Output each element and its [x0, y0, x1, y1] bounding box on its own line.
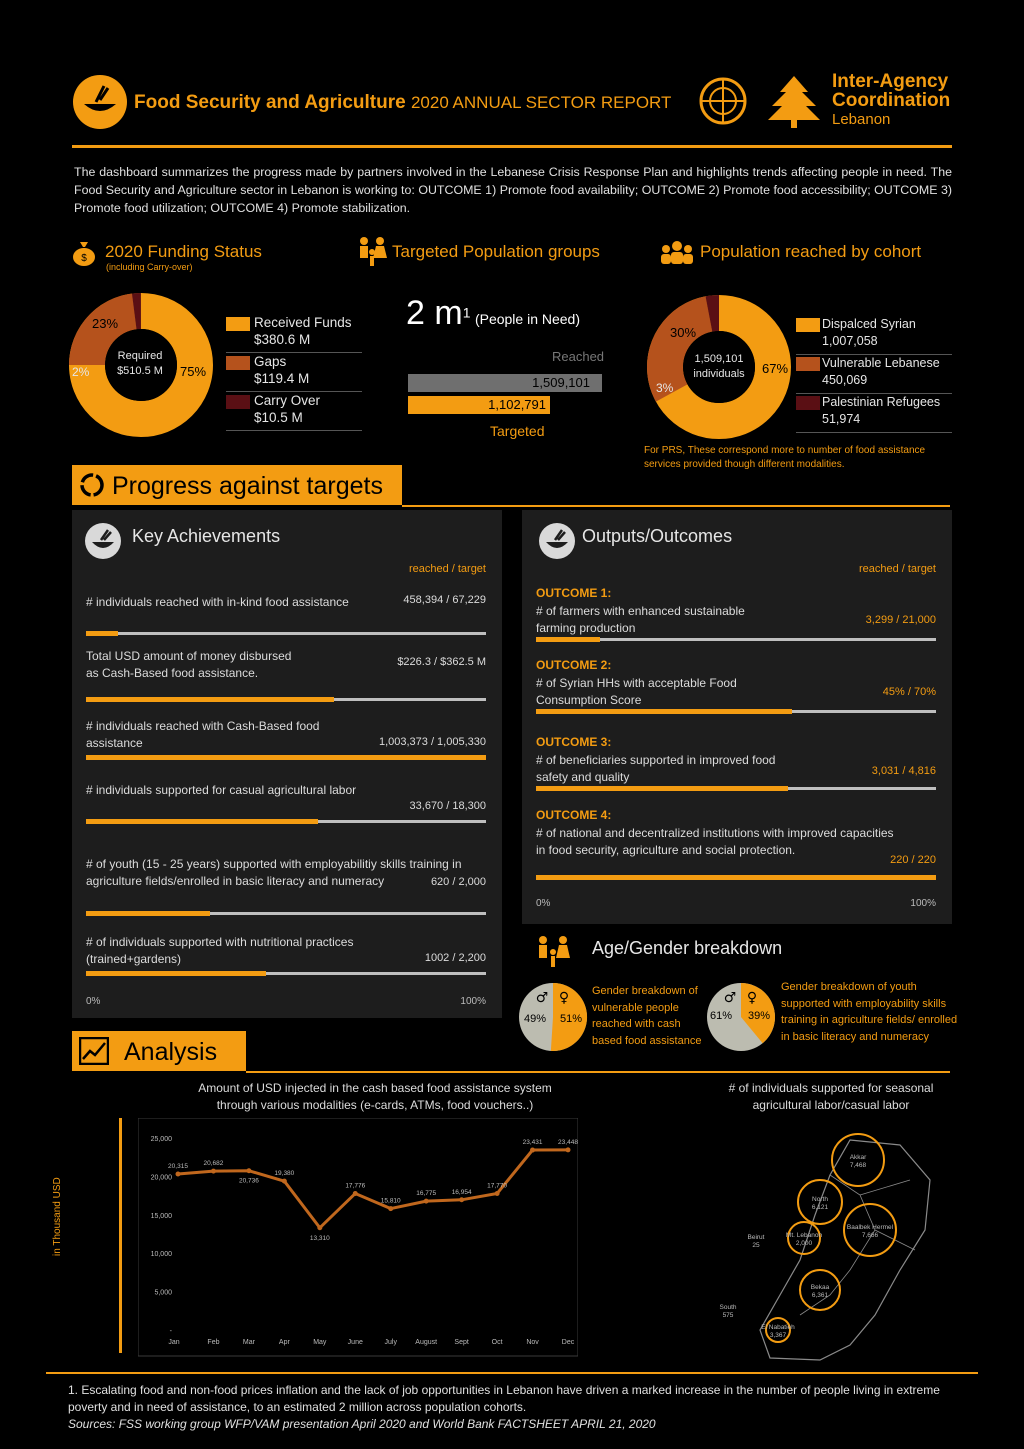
outcome-bar — [536, 876, 936, 879]
progress-rule — [402, 505, 950, 507]
region-name: El Nabatieh — [761, 1324, 795, 1331]
x-tick-label: Dec — [561, 1339, 575, 1346]
pct-palestinian: 3% — [656, 381, 674, 395]
achievement-bar-fill — [86, 755, 486, 760]
people-group-icon — [660, 240, 694, 271]
outcome-text: # of beneficiaries supported in improved food safety and quality — [536, 753, 776, 784]
funding-note: (including Carry-over) — [106, 262, 193, 272]
outcome-bar — [536, 787, 936, 790]
data-label: 20,315 — [168, 1162, 188, 1170]
data-label: 20,736 — [238, 1177, 259, 1185]
series-line — [178, 1150, 568, 1228]
data-point — [353, 1191, 358, 1196]
report-subtitle: 2020 ANNUAL SECTOR REPORT — [410, 93, 672, 112]
data-label: 17,770 — [487, 1182, 508, 1190]
achievement-bar-fill — [86, 819, 318, 824]
x-tick-label: Nov — [526, 1339, 539, 1346]
money-bag-icon — [72, 238, 96, 271]
gender-youth-text: Gender breakdown of youth supported with employability skills training in agriculture fields/ enrolled in basic literacy and numeracy — [781, 981, 958, 1043]
achievement-label: # individuals reached with in-kind food assistance — [86, 595, 349, 609]
achievement-bar — [86, 698, 486, 701]
outcome-bar-fill — [536, 709, 792, 714]
data-label: 16,954 — [451, 1188, 472, 1196]
region-name: Akkar — [849, 1154, 867, 1161]
legend-gaps: Gaps $119.4 M — [226, 353, 362, 392]
progress-title: Progress against targets — [112, 472, 383, 500]
female-icon: ♀ — [746, 990, 758, 1006]
data-label: 13,310 — [309, 1234, 330, 1242]
cohort-legend — [796, 316, 952, 433]
region-value: 7,666 — [861, 1232, 879, 1239]
gender-cash-text: Gender breakdown of vulnerable people reached with cash based food assistance — [592, 985, 702, 1047]
key-achievements-panel — [72, 510, 502, 1018]
un-emblem-icon — [692, 74, 754, 128]
sector-name: Food Security and Agriculture — [134, 92, 406, 113]
x-tick-label: Apr — [278, 1339, 290, 1346]
region-value: 7,468 — [849, 1162, 867, 1169]
svg-text:$: $ — [81, 253, 87, 264]
outcome-text: # of farmers with enhanced sustainable farming production — [536, 604, 745, 635]
outcome-text: # of Syrian HHs with acceptable Food Consumption Score — [536, 676, 737, 707]
x-tick-label: Jan — [168, 1339, 180, 1346]
achievement-value: 1002 / 2,200 — [424, 952, 486, 964]
achievement-label: # individuals supported for casual agricultural labor — [86, 783, 357, 797]
legend-lebanese: Vulnerable Lebanese 450,069 — [796, 355, 952, 394]
region-value: 2,000 — [795, 1240, 813, 1247]
y-tick-label: 10,000 — [150, 1251, 172, 1259]
key-axis-100: 100% — [460, 996, 486, 1007]
data-point — [530, 1148, 535, 1153]
male-icon: ♂ — [535, 990, 549, 1006]
pin-figure: 2 $m^1$ (People in Need) — [406, 294, 580, 332]
data-point — [317, 1225, 322, 1230]
legend-syrian: Dispalced Syrian 1,007,058 — [796, 316, 952, 355]
achievement-bar-fill — [86, 911, 210, 916]
region-value: 6,361 — [811, 1292, 829, 1299]
achievement-bar — [86, 632, 486, 635]
data-point — [495, 1191, 500, 1196]
outcome-value: 3,031 / 4,816 — [871, 765, 936, 777]
line-chart — [138, 1118, 578, 1358]
outcome-heading: OUTCOME 1: — [536, 586, 612, 600]
refresh-cycle-icon — [78, 471, 106, 499]
data-label: 19,380 — [274, 1170, 295, 1178]
legend-carry: Carry Over $10.5 M — [226, 392, 362, 431]
report-title — [134, 92, 671, 114]
data-point — [246, 1168, 251, 1173]
pct-carry: 2% — [72, 365, 90, 379]
data-label: 16,775 — [416, 1190, 437, 1198]
analysis-band — [72, 1031, 246, 1071]
outcome-heading: OUTCOME 4: — [536, 808, 612, 822]
y-tick-label: 20,000 — [150, 1174, 172, 1182]
outcome-heading: OUTCOME 2: — [536, 658, 612, 672]
footer — [68, 1382, 958, 1433]
achievement-value: 33,670 / 18,300 — [409, 800, 486, 812]
outcome-heading: OUTCOME 3: — [536, 735, 612, 749]
gender-title: Age/Gender breakdown — [592, 938, 783, 958]
x-tick-label: July — [384, 1339, 397, 1346]
footer-sources: Sources: FSS working group WFP/VAM presentation April 2020 and World Bank FACTSHEET APRIL 21, 2020 — [68, 1417, 656, 1431]
outcome-value: 3,299 / 21,000 — [865, 614, 936, 626]
x-tick-label: Feb — [207, 1339, 220, 1346]
x-tick-label: Sept — [454, 1339, 469, 1346]
y-tick-label: - — [169, 1328, 172, 1335]
pct-syrian: 67% — [762, 361, 789, 376]
gender-cash-male: 49% — [524, 1013, 547, 1025]
reached-label: Reached — [552, 349, 605, 364]
data-point — [566, 1147, 571, 1152]
achievement-bar — [86, 820, 486, 823]
region-name: North — [812, 1196, 828, 1203]
achievement-bar — [86, 756, 486, 759]
data-point — [459, 1197, 464, 1202]
key-axis-0: 0% — [86, 996, 101, 1007]
sector-logo — [72, 74, 128, 130]
x-tick-label: August — [415, 1339, 438, 1346]
region-value: 25 — [752, 1242, 760, 1249]
achievement-bar-fill — [86, 697, 334, 702]
region-name: Bekaa — [810, 1284, 830, 1291]
achievement-bar — [86, 912, 486, 915]
x-tick-label: Oct — [491, 1339, 503, 1346]
gender-youth-male: 61% — [710, 1010, 733, 1022]
cohort-note: For PRS, These correspond more to number of food assistance services provided though different modalities. — [644, 445, 926, 470]
family-icon — [356, 236, 390, 273]
data-label: 23,448 — [558, 1138, 578, 1146]
iac-logo-text: Inter-Agency Coordination Lebanon — [832, 71, 951, 128]
analysis-title: Analysis — [124, 1038, 218, 1066]
data-label: 15,810 — [380, 1197, 401, 1205]
reached-value: 1,509,101 — [532, 375, 590, 390]
header-rule — [72, 145, 952, 148]
chart-icon — [79, 1037, 109, 1065]
outputs-panel — [522, 510, 952, 924]
achievement-label: # of individuals supported with nutritional practices (trained+gardens) — [86, 935, 354, 966]
targeted-label: Targeted — [490, 423, 545, 439]
intro-paragraph: The dashboard summarizes the progress made by partners involved in the Lebanese Crisis Response Plan and highlights trends affecting people in need. The Food Security and Agriculture sector in Lebanon is working to: OUTCOME 1) Promote food availability; OUTCOME 2) Promote food accessibility; OUTCOME 3) Promote food utilization; OUTCOME 4) Promote stabilization. — [74, 165, 952, 215]
achievement-bar — [86, 972, 486, 975]
achievement-value: 458,394 / 67,229 — [403, 594, 486, 606]
female-icon: ♀ — [558, 990, 570, 1006]
key-title: Key Achievements — [132, 526, 281, 546]
region-value: 3,367 — [769, 1332, 787, 1339]
map-title: # of individuals supported for seasonal agricultural labor/casual labor — [728, 1081, 934, 1112]
targeted-value: 1,102,791 — [488, 397, 546, 412]
data-point — [388, 1206, 393, 1211]
y-tick-label: 25,000 — [150, 1136, 172, 1143]
outcome-bar-fill — [536, 637, 600, 642]
family-icon — [535, 935, 573, 974]
outcome-bar-fill — [536, 786, 788, 791]
male-icon: ♂ — [723, 990, 737, 1006]
footer-rule — [46, 1372, 978, 1374]
pct-received: 75% — [180, 364, 207, 379]
outputs-reached-target: reached / target — [858, 563, 936, 575]
funding-legend — [226, 314, 362, 431]
outcome-value: 45% / 70% — [882, 686, 936, 698]
chart-frame — [138, 1118, 578, 1356]
footer-note: 1. Escalating food and non-food prices inflation and the lack of job opportunities in Lebanon have driven a marked increase in the number of people living in extreme poverty and in need of assistance, to an estimated 2 million across population cohorts. — [68, 1383, 940, 1414]
data-label: 20,682 — [203, 1160, 224, 1168]
analysis-rule — [246, 1071, 950, 1073]
achievement-label: # individuals reached with Cash-Based food assistance — [86, 719, 320, 750]
outcome-value: 220 / 220 — [890, 854, 936, 866]
gender-youth-female: 39% — [748, 1010, 771, 1022]
data-label: 23,431 — [522, 1139, 543, 1147]
achievement-label: # of youth (15 - 25 years) supported with employabilitiy skills training in agriculture fields/enrolled in basic literacy and numeracy — [86, 857, 462, 888]
data-point — [211, 1169, 216, 1174]
outcome-text: # of national and decentralized institutions with improved capacities in food security, agriculture and social protection. — [536, 826, 894, 857]
chart-left-rule — [119, 1118, 122, 1353]
outcome-bar-fill — [536, 875, 936, 880]
data-point — [176, 1171, 181, 1176]
data-point — [282, 1179, 287, 1184]
gender-cash-female: 51% — [560, 1013, 583, 1025]
region-name: Beirut — [747, 1234, 765, 1241]
region-value: 6,121 — [811, 1204, 829, 1211]
achievement-value: 1,003,373 / 1,005,330 — [378, 736, 486, 748]
cohort-title: Population reached by cohort — [700, 242, 922, 261]
achievement-bar-fill — [86, 631, 118, 636]
x-tick-label: Mar — [242, 1339, 255, 1346]
region-value: 575 — [722, 1312, 734, 1319]
pct-lebanese: 30% — [670, 325, 697, 340]
achievement-value: 620 / 2,000 — [430, 876, 486, 888]
funding-center: Required $510.5 M — [117, 350, 163, 377]
data-point — [424, 1199, 429, 1204]
outputs-title: Outputs/Outcomes — [582, 526, 733, 546]
progress-band — [72, 465, 402, 505]
region-name: Baalbek Hermel — [846, 1224, 894, 1231]
y-tick-label: 15,000 — [150, 1212, 172, 1220]
outputs-axis-100: 100% — [910, 898, 936, 909]
key-reached-target: reached / target — [408, 563, 486, 575]
pct-gaps: 23% — [92, 316, 119, 331]
data-label: 17,776 — [345, 1182, 366, 1190]
y-tick-label: 5,000 — [154, 1289, 172, 1297]
chart-ylabel: in Thousand USD — [52, 1177, 63, 1256]
achievement-bar-fill — [86, 971, 266, 976]
lebanon-map — [700, 1120, 960, 1370]
cedar-logo-icon — [764, 74, 824, 130]
region-name: Mt. Lebanon — [785, 1232, 823, 1239]
chart-title: Amount of USD injected in the cash based food assistance system through various modalities (e-cards, ATMs, food vouchers..) — [198, 1081, 552, 1112]
targeted-title: Targeted Population groups — [392, 242, 600, 261]
food-bowl-icon — [538, 522, 576, 560]
x-tick-label: June — [347, 1339, 363, 1346]
outputs-axis-0: 0% — [536, 898, 551, 909]
funding-title: 2020 Funding Status — [105, 242, 262, 261]
achievement-label: Total USD amount of money disbursed as Cash-Based food assistance. — [86, 649, 292, 680]
region-name: South — [719, 1304, 737, 1311]
food-bowl-icon — [84, 522, 122, 560]
cohort-center: 1,509,101 individuals — [693, 353, 745, 380]
legend-received: Received Funds $380.6 M — [226, 314, 362, 353]
outcome-bar — [536, 638, 936, 641]
legend-palestinian: Palestinian Refugees 51,974 — [796, 394, 952, 433]
achievement-value: $226.3 / $362.5 M — [397, 656, 486, 668]
x-tick-label: May — [313, 1339, 327, 1346]
outcome-bar — [536, 710, 936, 713]
